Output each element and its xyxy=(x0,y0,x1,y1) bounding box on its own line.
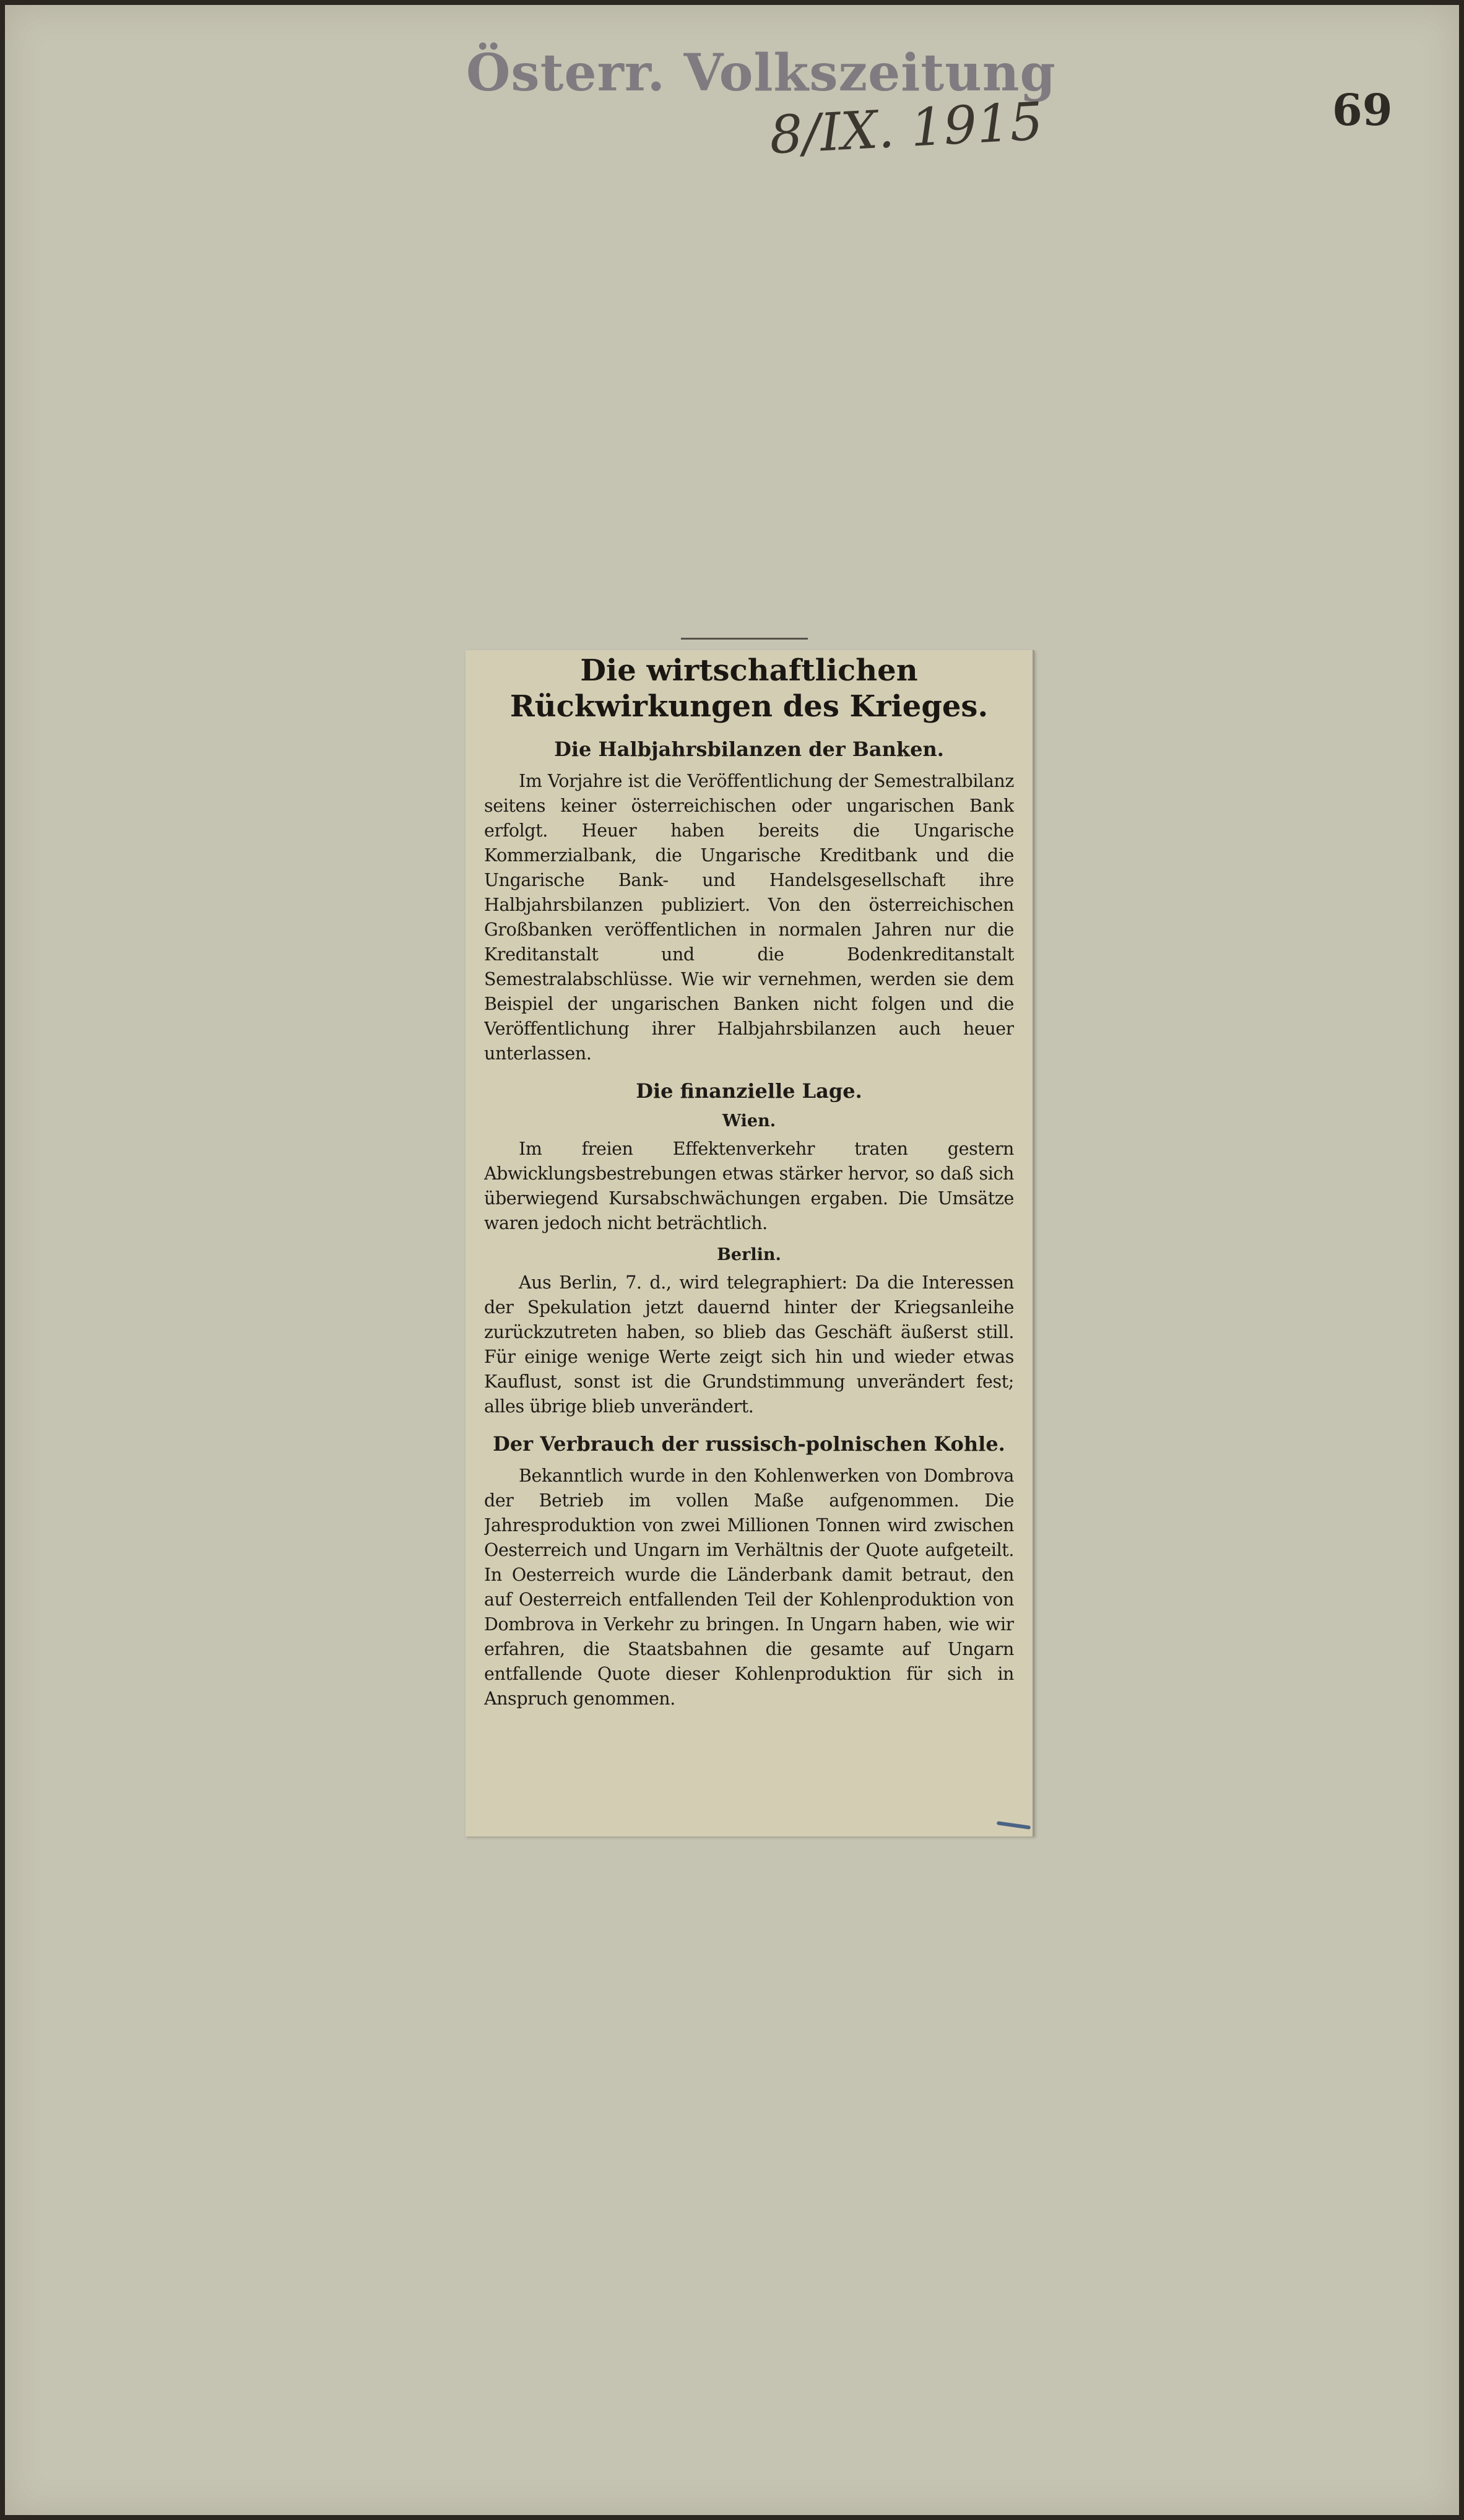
clipping-top-rule xyxy=(681,638,808,640)
section-heading-coal: Der Verbrauch der russisch-polnischen Kohle. xyxy=(493,1432,1005,1456)
section-text-vienna: Im freien Effektenverkehr traten gestern Abwicklungsbestrebungen etwas stärker hervor, so daß sich überwiegend Kursabschwächungen ergaben. Die Umsätze waren jedoch nicht beträchtlich. xyxy=(484,1139,1014,1233)
page-number: 69 xyxy=(1332,84,1393,136)
section-text-berlin: Aus Berlin, 7. d., wird telegraphiert: Da die Interessen der Spekulation jetzt dauernd hinter der Kriegsanleihe zurückzutreten haben, so blieb das Geschäft äußerst still. Für einige wenige Werte zeigt sich hin und wieder etwas Kauflust, sonst ist die Grundstimmung unverändert fest; alles übrige blieb unverändert. xyxy=(484,1272,1014,1417)
section-text-coal: Bekanntlich wurde in den Kohlenwerken von Dombrova der Betrieb im vollen Maße aufgenommen. Die Jahresproduktion von zwei Millionen Tonnen wird zwischen Oesterreich und Ungarn im Verhältnis der Quote aufgeteilt. In Oesterreich wurde die Länderbank damit betraut, den auf Oesterreich entfallenden Teil der Kohlenproduktion von Dombrova in Verkehr zu bringen. In Ungarn haben, wie wir erfahren, die Staatsbahnen die gesamte auf Ungarn entfallende Quote dieser Kohlenproduktion für sich in Anspruch genommen. xyxy=(484,1466,1014,1709)
article-title: Die wirtschaftlichen Rückwirkungen des Krieges. xyxy=(509,653,989,724)
clipping-content xyxy=(484,650,1014,1836)
section-heading-bank-balances: Die Halbjahrsbilanzen der Banken. xyxy=(554,737,944,761)
place-heading-vienna: Wien. xyxy=(722,1111,776,1131)
newspaper-clipping xyxy=(466,650,1034,1836)
place-heading-berlin: Berlin. xyxy=(717,1245,781,1264)
handwritten-date: 8/IX. 1915 xyxy=(768,90,1045,166)
section-heading-financial-situation: Die finanzielle Lage. xyxy=(636,1079,862,1103)
newspaper-stamp: Österr. Volkszeitung xyxy=(466,43,1056,103)
spacer xyxy=(484,1236,1014,1245)
section-text-bank-balances: Im Vorjahre ist die Veröffentlichung der Semestralbilanz seitens keiner österreichischen oder ungarischen Bank erfolgt. Heuer haben bereits die Ungarische Kommerzialbank, die Ungarische Kreditbank und die Ungarische Bank- und Handelsgesellschaft ihre Halbjahrsbilanzen publiziert. Von den österreichischen Großbanken veröffentlichen in normalen Jahren nur die Kreditanstalt und die Bodenkreditanstalt Semestralabschlüsse. Wie wir vernehmen, werden sie dem Beispiel der ungarischen Banken nicht folgen und die Veröffentlichung ihrer Halbjahrsbilanzen auch heuer unterlassen. xyxy=(484,771,1014,1064)
